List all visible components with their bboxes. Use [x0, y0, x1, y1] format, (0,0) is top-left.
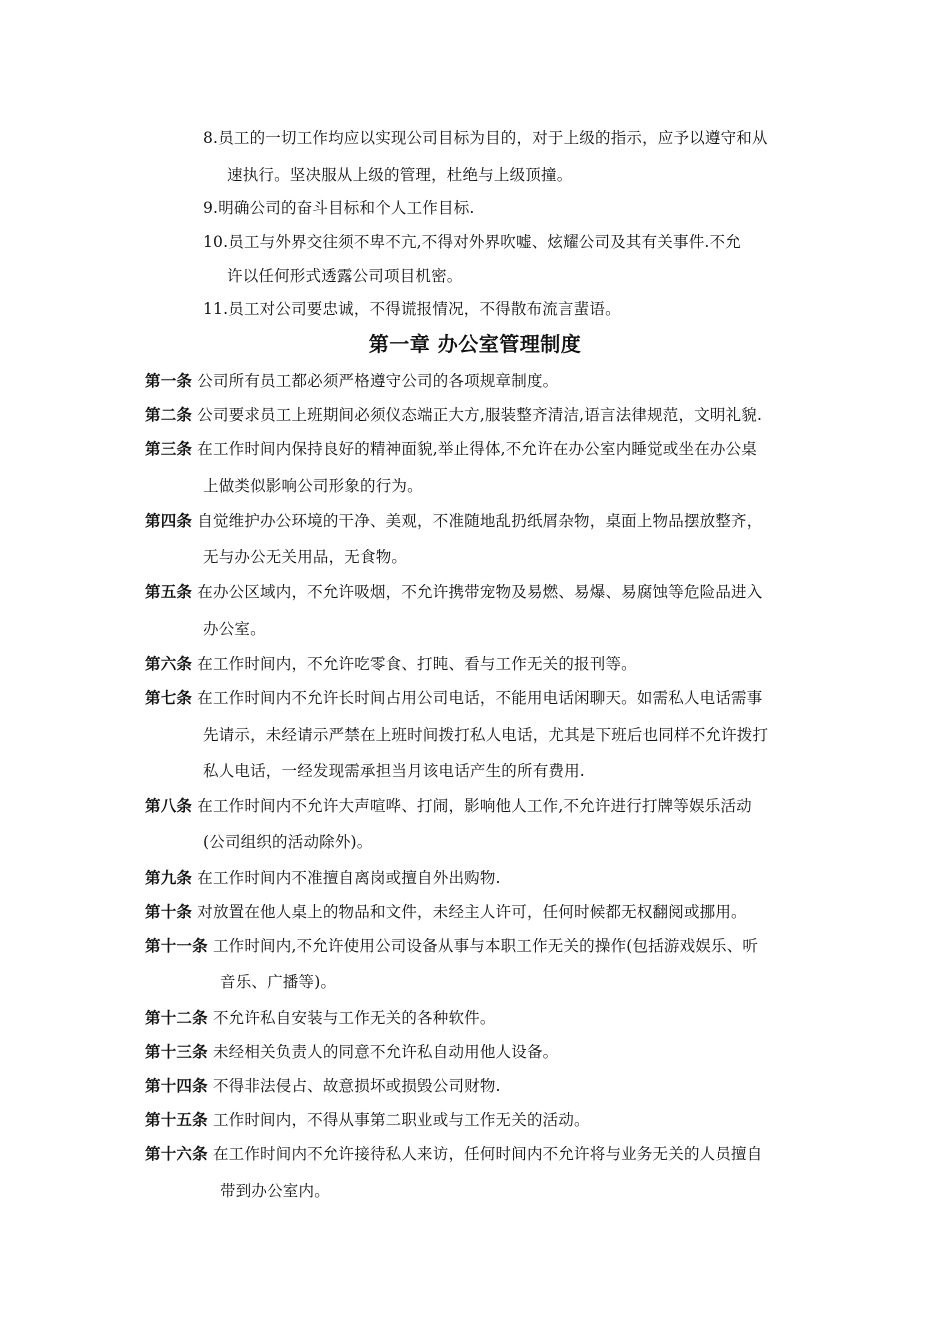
intro-item-8: [203, 128, 768, 148]
item-text: 员工对公司要忠诚，不得谎报情况，不得散布流言蜚语。: [228, 300, 621, 318]
article-15: [145, 1110, 590, 1130]
article-label: 第一条: [145, 371, 193, 390]
intro-item-8-continued: 速执行。坚决服从上级的管理，杜绝与上级顶撞。: [227, 166, 573, 184]
article-text: 在工作时间内保持良好的精神面貌,举止得体,不允许在办公室内睡觉或坐在办公桌: [197, 440, 758, 458]
item-text: 员工的一切工作均应以实现公司目标为目的，对于上级的指示，应予以遵守和从: [218, 129, 768, 147]
intro-item-10: [203, 232, 741, 252]
article-14: [145, 1076, 501, 1096]
item-text: 员工与外界交往须不卑不亢,不得对外界吹嘘、炫耀公司及其有关事件.不允: [228, 233, 741, 251]
article-label: 第十一条: [145, 936, 208, 955]
article-4: [145, 511, 762, 531]
article-text: 自觉维护办公环境的干净、美观，不准随地乱扔纸屑杂物，桌面上物品摆放整齐，: [197, 512, 763, 530]
article-9: [145, 868, 501, 888]
article-label: 第三条: [145, 439, 193, 458]
article-12: [145, 1008, 496, 1028]
article-text: 对放置在他人桌上的物品和文件，未经主人许可，任何时候都无权翻阅或挪用。: [197, 903, 747, 921]
article-label: 第六条: [145, 654, 193, 673]
article-16: [145, 1144, 762, 1164]
article-16-continued: 带到办公室内。: [220, 1182, 330, 1200]
article-text: 公司要求员工上班期间必须仪态端正大方,服装整齐清洁,语言法律规范，文明礼貌.: [197, 406, 763, 424]
intro-item-9: [203, 198, 475, 218]
article-11-continued: 音乐、广播等)。: [220, 973, 337, 991]
intro-item-11: [203, 299, 621, 319]
article-8: [145, 796, 752, 816]
article-label: 第十五条: [145, 1110, 208, 1129]
article-label: 第七条: [145, 688, 193, 707]
article-5-continued: 办公室。: [203, 620, 266, 638]
article-label: 第四条: [145, 511, 193, 530]
article-text: 不得非法侵占、故意损坏或损毁公司财物.: [212, 1077, 501, 1095]
article-text: 在工作时间内不准擅自离岗或擅自外出购物.: [197, 869, 501, 887]
article-text: 在工作时间内不允许长时间占用公司电话，不能用电话闲聊天。如需私人电话需事: [197, 689, 763, 707]
item-number: 8.: [203, 129, 219, 147]
article-1: [145, 371, 558, 391]
article-label: 第十四条: [145, 1076, 208, 1095]
article-3-continued: 上做类似影响公司形象的行为。: [203, 477, 423, 495]
article-label: 第十条: [145, 902, 193, 921]
article-label: 第十二条: [145, 1008, 208, 1027]
item-number: 10.: [203, 233, 229, 251]
article-6: [145, 654, 637, 674]
article-text: 在办公区域内，不允许吸烟，不允许携带宠物及易燃、易爆、易腐蚀等危险品进入: [197, 583, 763, 601]
item-text: 明确公司的奋斗目标和个人工作目标.: [218, 199, 475, 217]
article-text: 在工作时间内不允许大声喧哗、打闹，影响他人工作,不允许进行打牌等娱乐活动: [197, 797, 752, 815]
item-number: 11.: [203, 300, 229, 318]
intro-item-10-continued: 许以任何形式透露公司项目机密。: [227, 267, 463, 285]
article-10: [145, 902, 747, 922]
article-label: 第八条: [145, 796, 193, 815]
article-4-continued: 无与办公无关用品，无食物。: [203, 548, 408, 566]
article-text: 公司所有员工都必须严格遵守公司的各项规章制度。: [197, 372, 559, 390]
article-label: 第十三条: [145, 1042, 208, 1061]
article-7-continued-2: 私人电话，一经发现需承担当月该电话产生的所有费用.: [203, 762, 585, 780]
article-13: [145, 1042, 558, 1062]
article-label: 第十六条: [145, 1144, 208, 1163]
article-2: [145, 405, 762, 425]
article-text: 在工作时间内，不允许吃零食、打盹、看与工作无关的报刊等。: [197, 655, 637, 673]
article-7-continued-1: 先请示，未经请示严禁在上班时间拨打私人电话，尤其是下班后也同样不允许拨打: [203, 726, 769, 744]
article-text: 工作时间内，不得从事第二职业或与工作无关的活动。: [212, 1111, 590, 1129]
chapter-title: 第一章 办公室管理制度: [368, 332, 582, 356]
article-label: 第五条: [145, 582, 193, 601]
item-number: 9.: [203, 199, 219, 217]
article-8-continued: (公司组织的活动除外)。: [203, 833, 373, 851]
article-text: 不允许私自安装与工作无关的各种软件。: [212, 1009, 496, 1027]
article-5: [145, 582, 762, 602]
article-label: 第九条: [145, 868, 193, 887]
article-text: 工作时间内,不允许使用公司设备从事与本职工作无关的操作(包括游戏娱乐、听: [212, 937, 759, 955]
article-7: [145, 688, 762, 708]
article-3: [145, 439, 757, 459]
article-label: 第二条: [145, 405, 193, 424]
article-text: 在工作时间内不允许接待私人来访，任何时间内不允许将与业务无关的人员擅自: [212, 1145, 763, 1163]
article-11: [145, 936, 758, 956]
article-text: 未经相关负责人的同意不允许私自动用他人设备。: [212, 1043, 559, 1061]
